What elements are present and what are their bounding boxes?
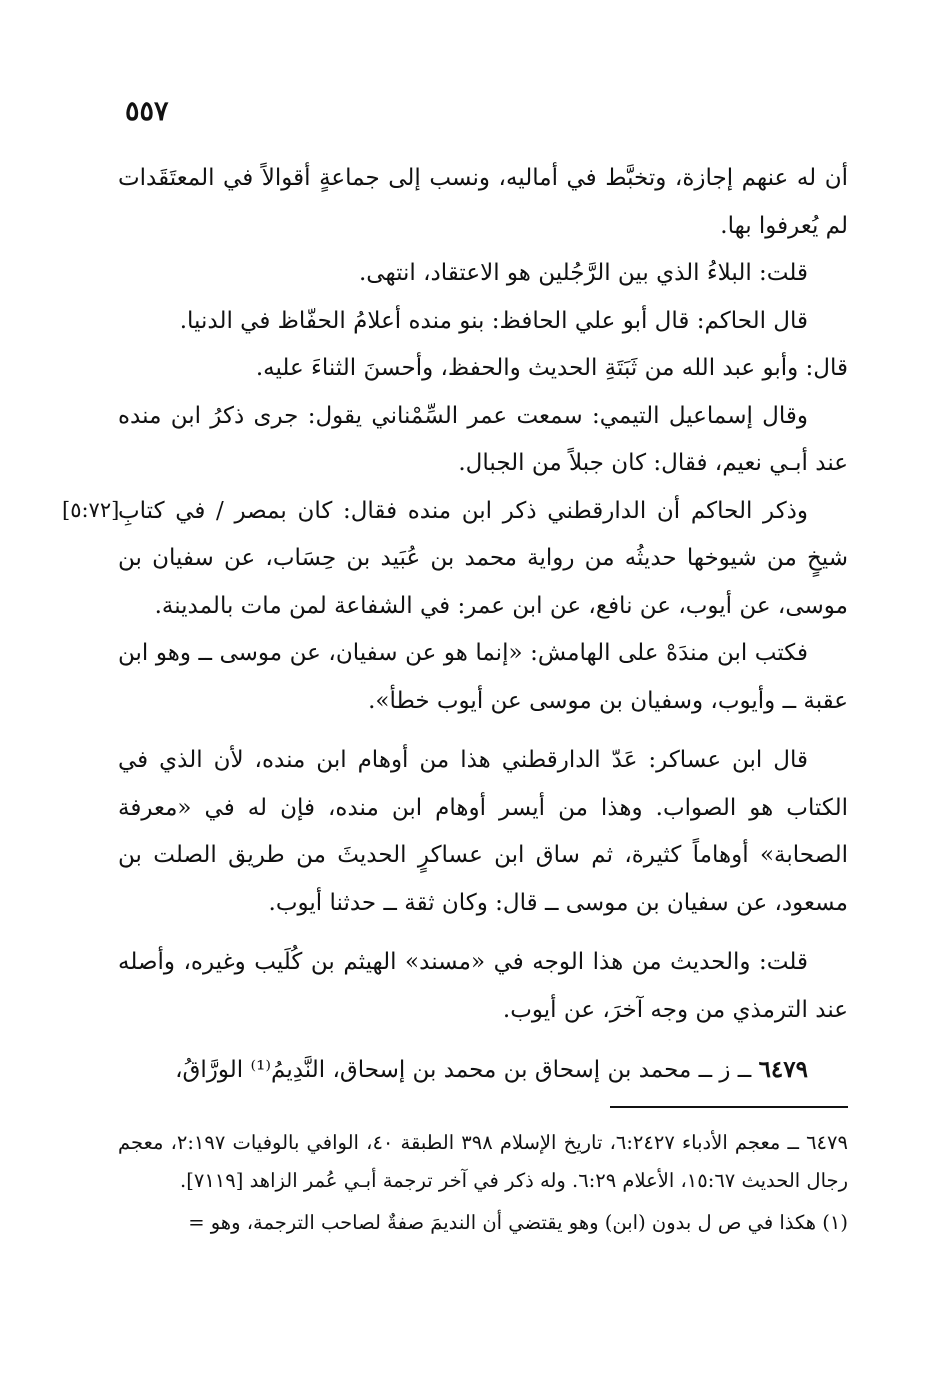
paragraph: قال ابن عساكر: عَدّ الدارقطني هذا من أوهام ابن منده، لأن الذي في الكتاب هو الصواب. وهذا من أيسر أوهام ابن منده، فإن له في «معرفة الصحابة» أوهاماً كثيرة، ثم ساق ابن عساكرٍ الحديثَ من طريق الصلت بن مسعود، عن سفيان بن موسى ــ قال: وكان ثقة ــ حدثنا أيوب. xyxy=(118,747,848,916)
paragraph: قلت: البلاءُ الذي بين الرَّجُلين هو الاعتقاد، انتهى. xyxy=(359,260,808,286)
footnote-sources: ٦٤٧٩ ــ معجم الأدباء ٦:٢٤٢٧، تاريخ الإسلام ٣٩٨ الطبقة ٤٠، الوافي بالوفيات ٢:١٩٧، معجم رجال الحديث ١٥:٦٧، الأعلام ٦:٢٩. وله ذكر في آخر ترجمة أبـي عُمر الزاهد [٧١١٩]. xyxy=(118,1131,848,1192)
main-text xyxy=(118,155,848,1095)
paragraph: قال الحاكم: قال أبو علي الحافظ: بنو منده أعلامُ الحفّاظ في الدنيا. xyxy=(179,307,808,334)
volume-page-marker: [٥:٧٢] xyxy=(62,498,120,522)
footnote-divider xyxy=(610,1106,848,1108)
paragraph-continuation: أن له عنهم إجازة، وتخبَّط في أماليه، ونسب إلى جماعةٍ أقوالاً في المعتَقَدات لم يُعرفوا بها. xyxy=(118,165,848,239)
paragraph: فكتب ابن مندَهْ على الهامش: «إنما هو عن سفيان، عن موسى ــ وهو ابن عقبة ــ وأيوب، وسفيان بن موسى عن أيوب خطأ». xyxy=(118,640,848,714)
page-number: ٥٥٧ xyxy=(125,96,169,127)
entry-number: ٦٤٧٩ xyxy=(758,1056,808,1083)
entry-heading: ــ ز ــ محمد بن إسحاق بن محمد بن إسحاق، النَّدِيمُ⁽¹⁾ الورَّاقُ، xyxy=(175,1057,752,1083)
paragraph: وقال إسماعيل التيمي: سمعت عمر السِّمْناني يقول: جرى ذكرُ ابن منده عند أبـي نعيم، فقال: كان جبلاً من الجبال. xyxy=(118,402,848,476)
footnotes xyxy=(118,1124,848,1242)
footnote-1: (١) هكذا في ص ل بدون (ابن) وهو يقتضي أن النديمَ صفةٌ لصاحب الترجمة، وهو = xyxy=(188,1211,848,1234)
biography-entry xyxy=(118,1046,848,1095)
paragraph: وذكر الحاكم أن الدارقطني ذكر ابن منده فقال: كان بمصر / في كتابِ شيخٍ من شيوخها حديثُه من رواية محمد بن عُبَيد بن حِسَاب، عن سفيان بن موسى، عن أيوب، عن نافع، عن ابن عمر: في الشفاعة لمن مات بالمدينة. xyxy=(118,497,848,619)
paragraph: قلت: والحديث من هذا الوجه في «مسند» الهيثم بن كُلَيب وغيره، وأصله عند الترمذي من وجه آخرَ، عن أيوب. xyxy=(118,949,848,1023)
paragraph: قال: وأبو عبد الله من ثَبَتَةِ الحديث والحفظ، وأحسنَ الثناءَ عليه. xyxy=(255,355,848,381)
